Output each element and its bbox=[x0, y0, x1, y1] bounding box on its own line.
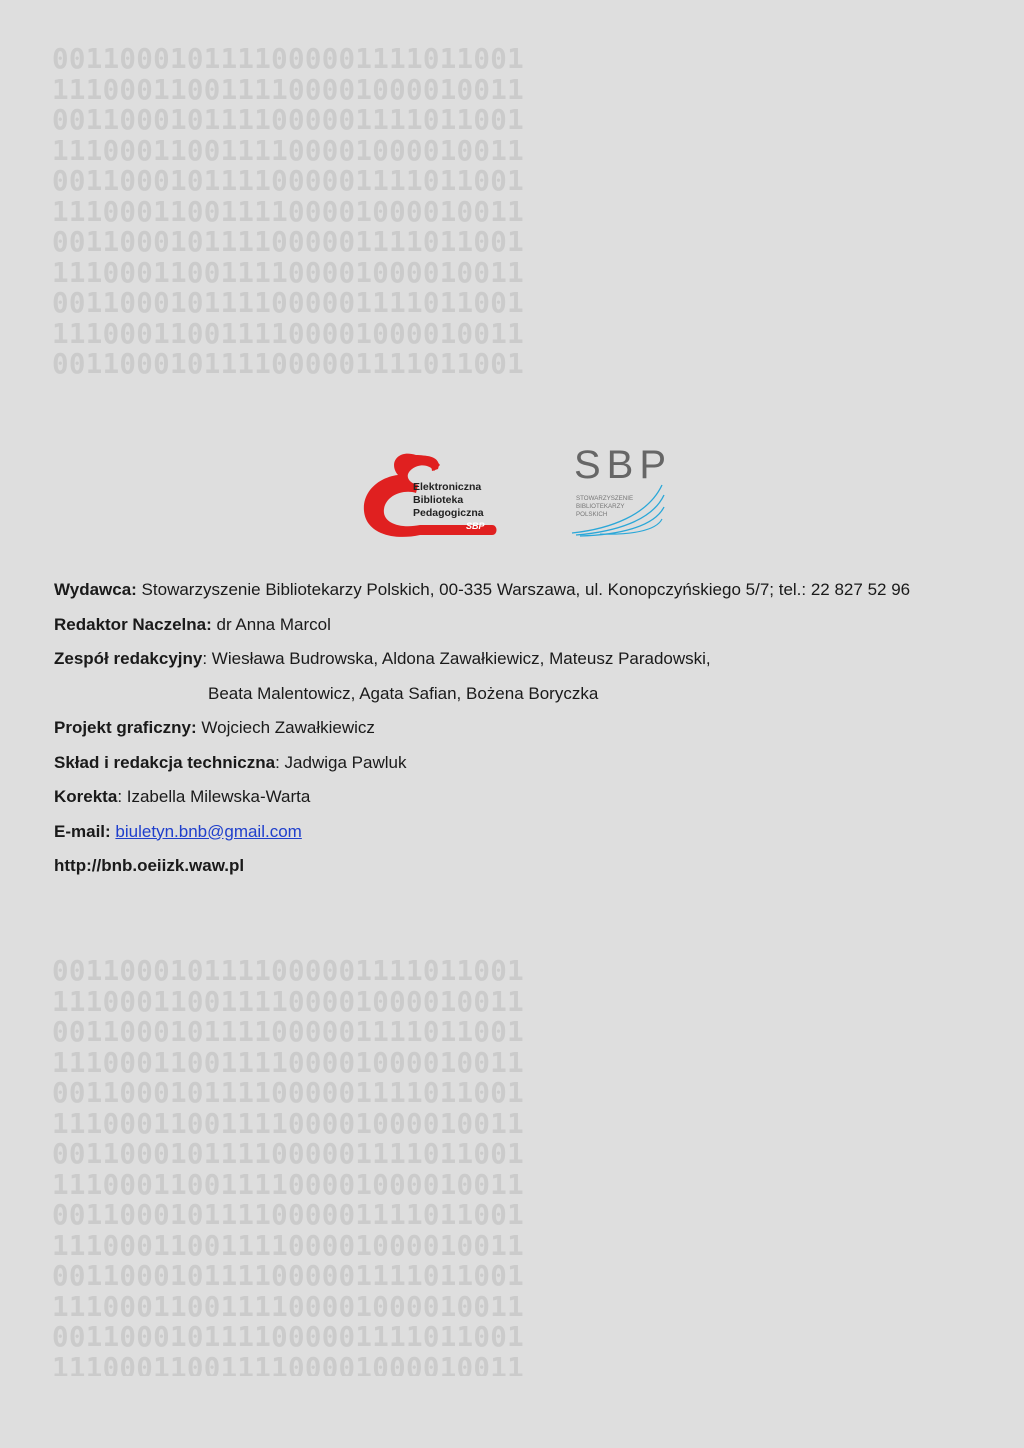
sbp-logo-title: SBP bbox=[574, 443, 673, 487]
binary-pattern-line: 0011000101111000001111011001 bbox=[52, 956, 524, 987]
binary-pattern-line: 0011000101111000001111011001 bbox=[52, 226, 524, 258]
binary-pattern-bottom bbox=[52, 956, 976, 1376]
email-row bbox=[54, 820, 984, 855]
design-value: Wojciech Zawałkiewicz bbox=[196, 718, 375, 737]
binary-pattern-line: 0011000101111000001111011001 bbox=[52, 44, 524, 75]
binary-pattern-line: 0011000101111000001111011001 bbox=[52, 165, 524, 197]
binary-pattern-line: 0011000101111000001111011001 bbox=[52, 1077, 524, 1109]
team-label: Zespół redakcyjny bbox=[54, 649, 203, 668]
team-row-continued bbox=[54, 682, 984, 717]
binary-pattern-line: 1110001100111100001000010011 bbox=[52, 195, 524, 228]
email-link[interactable]: biuletyn.bnb@gmail.com bbox=[115, 821, 302, 841]
binary-pattern-line: 0011000101111000001111011001 bbox=[52, 1199, 524, 1231]
binary-pattern-line: 0011000101111000001111011001 bbox=[52, 287, 524, 319]
sbp-logo-line-1: STOWARZYSZENIE bbox=[576, 495, 634, 502]
design-label: Projekt graficzny: bbox=[54, 718, 197, 737]
binary-pattern-line: 1110001100111100001000010011 bbox=[52, 1168, 524, 1201]
logos-row bbox=[0, 445, 1024, 545]
binary-pattern-line: 0011000101111000001111011001 bbox=[52, 1016, 524, 1048]
binary-pattern-line: 0011000101111000001111011001 bbox=[52, 1138, 524, 1170]
binary-pattern-line: 1110001100111100001000010011 bbox=[52, 1351, 524, 1376]
binary-pattern-top bbox=[52, 44, 976, 374]
typesetting-value: : Jadwiga Pawluk bbox=[275, 752, 407, 772]
design-row bbox=[54, 716, 984, 751]
editor-row bbox=[54, 613, 984, 648]
sbp-logo-line-2: BIBLIOTEKARZY bbox=[576, 503, 625, 510]
binary-pattern-line: 1110001100111100001000010011 bbox=[52, 1229, 524, 1262]
team-value-line-2: Beata Malentowicz, Agata Safian, Bożena Boryczka bbox=[208, 683, 599, 703]
typesetting-label: Skład i redakcja techniczna bbox=[54, 752, 276, 772]
binary-pattern-line: 1110001100111100001000010011 bbox=[52, 134, 524, 167]
team-value-line-1: : Wiesława Budrowska, Aldona Zawałkiewicz, Mateusz Paradowski, bbox=[202, 649, 711, 668]
binary-pattern-line: 0011000101111000001111011001 bbox=[52, 1260, 524, 1292]
ebp-logo-line-1: Elektroniczna bbox=[413, 481, 482, 493]
binary-pattern-line: 1110001100111100001000010011 bbox=[52, 256, 524, 289]
sbp-logo-line-3: POLSKICH bbox=[576, 511, 608, 518]
typesetting-row bbox=[54, 751, 984, 786]
binary-pattern-line: 1110001100111100001000010011 bbox=[52, 1046, 524, 1079]
ebp-logo-badge: SBP bbox=[466, 521, 485, 531]
editor-value: dr Anna Marcol bbox=[211, 614, 331, 634]
publisher-value: Stowarzyszenie Bibliotekarzy Polskich, 00-335 Warszawa, ul. Konopczyńskiego 5/7; tel.: 22 827 52 96 bbox=[136, 580, 911, 599]
proofreading-label: Korekta bbox=[54, 787, 118, 806]
ebp-logo-line-3: Pedagogiczna bbox=[413, 507, 484, 519]
binary-pattern-line: 1110001100111100001000010011 bbox=[52, 317, 524, 350]
binary-pattern-line: 0011000101111000001111011001 bbox=[52, 348, 524, 374]
proofreading-value: : Izabella Milewska-Warta bbox=[117, 787, 311, 806]
email-label: E-mail: bbox=[54, 821, 111, 841]
editor-label: Redaktor Naczelna: bbox=[54, 614, 212, 634]
website-link[interactable]: http://bnb.oeiizk.waw.pl bbox=[54, 856, 245, 875]
team-row bbox=[54, 647, 984, 682]
ebp-logo-line-2: Biblioteka bbox=[413, 494, 464, 506]
sbp-swoosh-icon bbox=[570, 443, 673, 540]
publisher-label: Wydawca: bbox=[54, 580, 137, 599]
credits-block bbox=[54, 578, 984, 889]
binary-pattern-line: 1110001100111100001000010011 bbox=[52, 1290, 524, 1323]
binary-pattern-line: 1110001100111100001000010011 bbox=[52, 1107, 524, 1140]
website-row bbox=[54, 854, 984, 889]
binary-pattern-line: 1110001100111100001000010011 bbox=[52, 985, 524, 1018]
binary-pattern-line: 1110001100111100001000010011 bbox=[52, 73, 524, 106]
binary-pattern-line: 0011000101111000001111011001 bbox=[52, 104, 524, 136]
proofreading-row bbox=[54, 785, 984, 820]
binary-pattern-line: 0011000101111000001111011001 bbox=[52, 1321, 524, 1353]
publisher-row bbox=[54, 578, 984, 613]
